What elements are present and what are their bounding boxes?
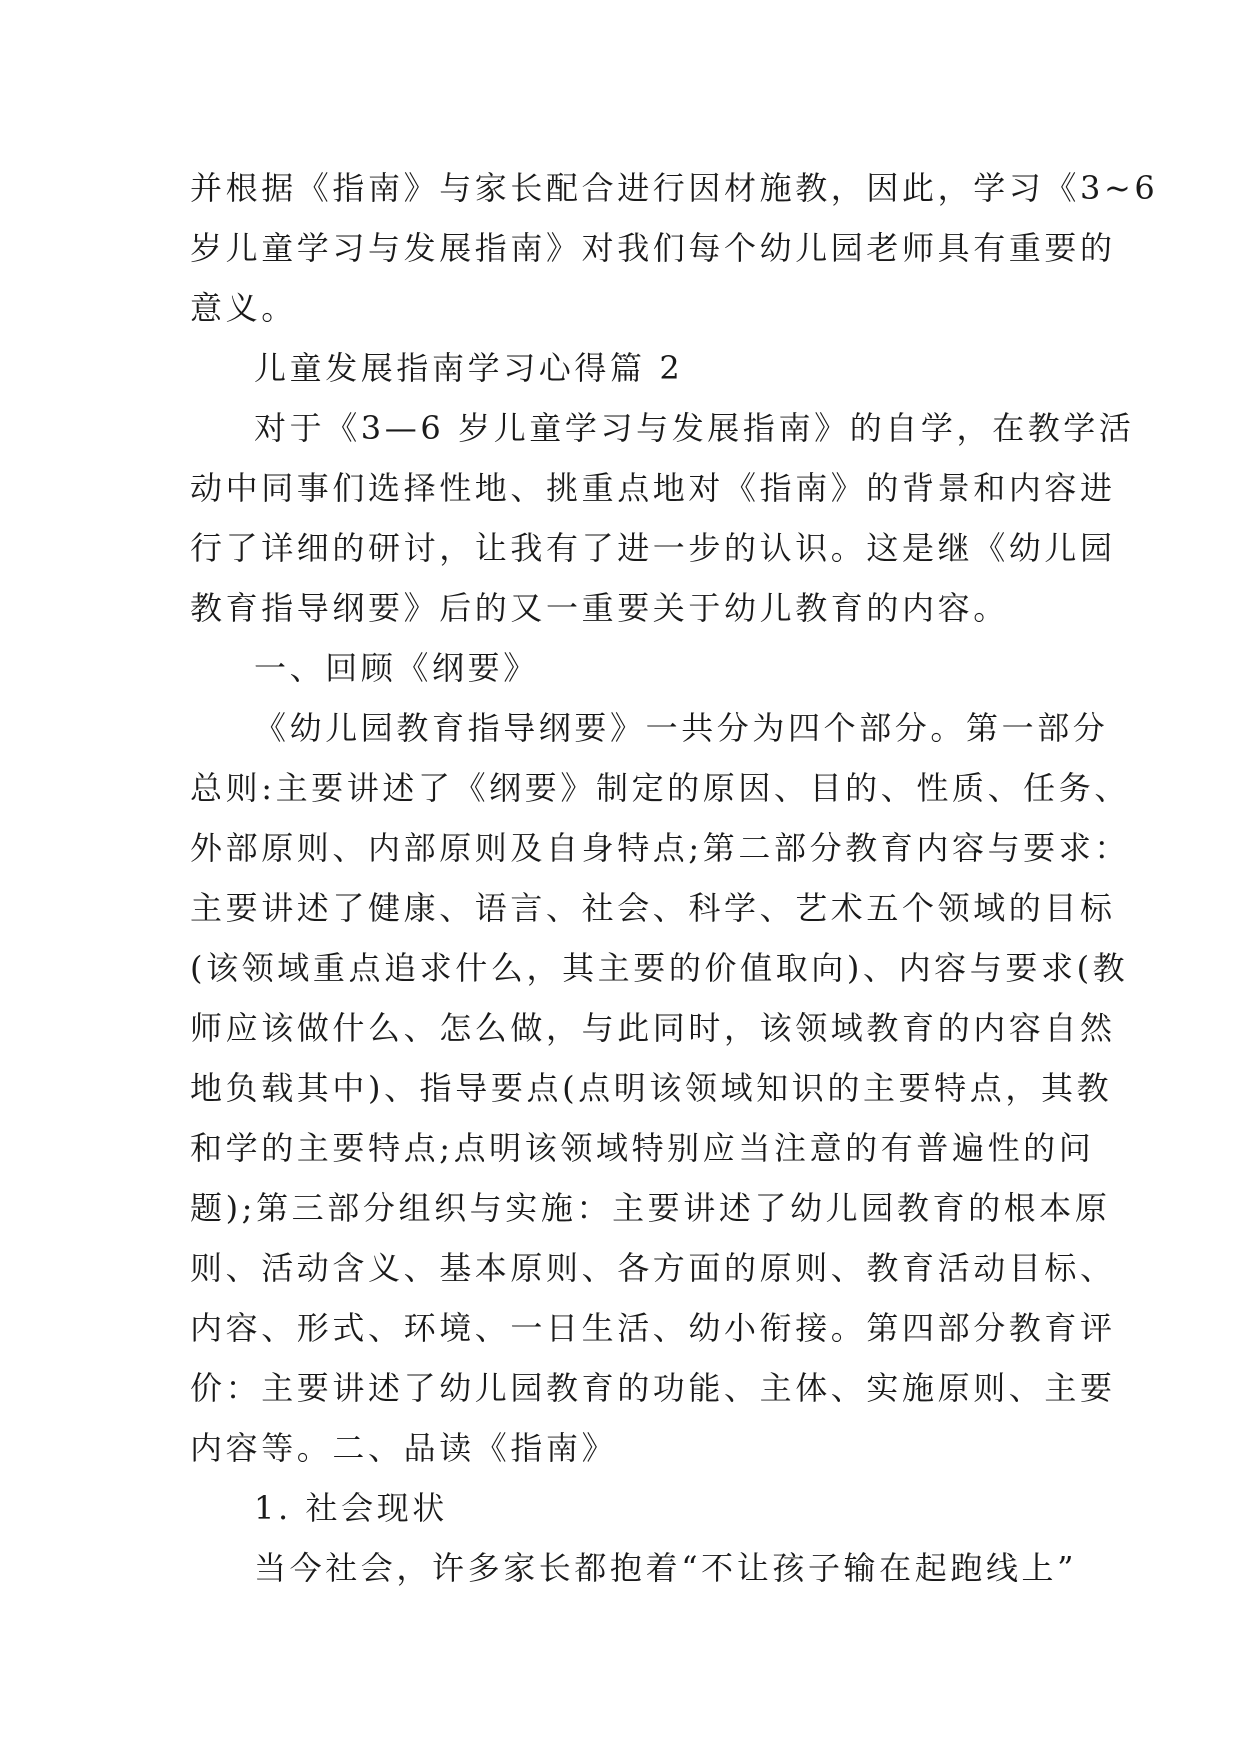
- text-line: 《幼儿园教育指导纲要》一共分为四个部分。第一部分: [254, 709, 1109, 747]
- document-body: [190, 158, 1159, 1598]
- text-line: 并根据《指南》与家长配合进行因材施教，因此，学习《3~6: [190, 169, 1159, 207]
- text-line: 地负载其中)、指导要点(点明该领域知识的主要特点，其教: [190, 1069, 1113, 1107]
- text-line: 一、回顾《纲要》: [254, 649, 539, 687]
- text-line: 主要讲述了健康、语言、社会、科学、艺术五个领域的目标: [190, 889, 1116, 927]
- text-line: (该领域重点追求什么，其主要的价值取向)、内容与要求(教: [190, 949, 1129, 987]
- text-line: 内容、形式、环境、一日生活、幼小衔接。第四部分教育评: [190, 1309, 1116, 1347]
- text-line: 行了详细的研讨，让我有了进一步的认识。这是继《幼儿园: [190, 529, 1116, 567]
- text-line: 题);第三部分组织与实施：主要讲述了幼儿园教育的根本原: [190, 1189, 1111, 1227]
- text-line: 总则:主要讲述了《纲要》制定的原因、目的、性质、任务、: [190, 769, 1130, 807]
- text-line: 岁儿童学习与发展指南》对我们每个幼儿园老师具有重要的: [190, 229, 1116, 267]
- text-line: 教育指导纲要》后的又一重要关于幼儿教育的内容。: [190, 589, 1009, 627]
- text-line: 价：主要讲述了幼儿园教育的功能、主体、实施原则、主要: [190, 1369, 1116, 1407]
- text-line: 则、活动含义、基本原则、各方面的原则、教育活动目标、: [190, 1249, 1116, 1287]
- text-line: 当今社会，许多家长都抱着“不让孩子输在起跑线上”: [254, 1549, 1078, 1587]
- text-line: 动中同事们选择性地、挑重点地对《指南》的背景和内容进: [190, 469, 1116, 507]
- text-line: 1. 社会现状: [254, 1489, 448, 1527]
- text-line: 意义。: [190, 289, 297, 327]
- text-line: 儿童发展指南学习心得篇 2: [254, 349, 684, 387]
- text-line: 对于《3—6 岁儿童学习与发展指南》的自学，在教学活: [254, 409, 1135, 447]
- text-line: 内容等。二、品读《指南》: [190, 1429, 618, 1467]
- text-line: 师应该做什么、怎么做，与此同时，该领域教育的内容自然: [190, 1009, 1116, 1047]
- text-line: 和学的主要特点;点明该领域特别应当注意的有普遍性的问: [190, 1129, 1095, 1167]
- text-line: 外部原则、内部原则及自身特点;第二部分教育内容与要求：: [190, 829, 1130, 867]
